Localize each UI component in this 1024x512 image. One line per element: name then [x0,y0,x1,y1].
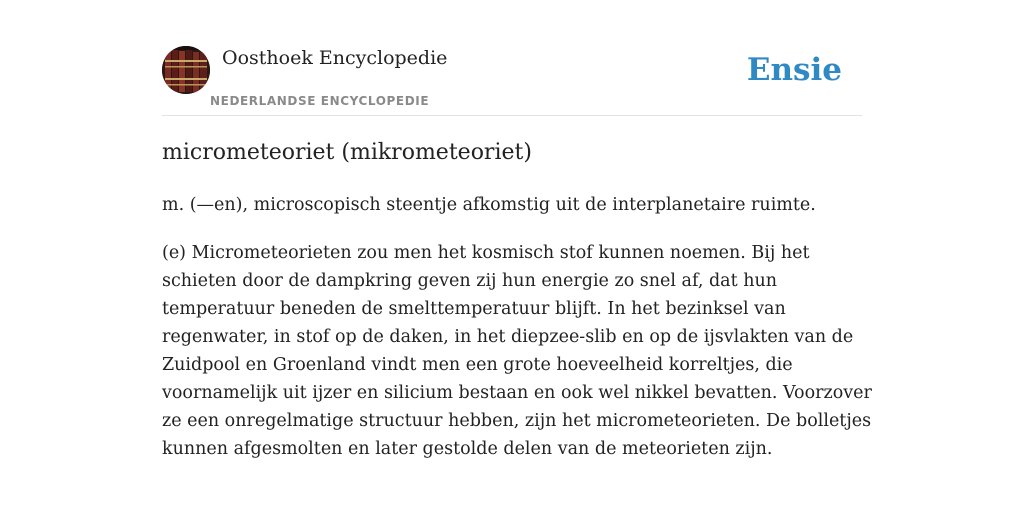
ensie-logo[interactable]: Ensie [746,52,842,88]
body-line: schieten door de dampkring geven zij hun energie zo snel af, dat hun [162,271,778,291]
body-line: (e) Micrometeorieten zou men het kosmisch stof kunnen noemen. Bij het [162,243,810,263]
body-line: temperatuur beneden de smelttemperatuur blijft. In het bezinksel van [162,299,786,319]
body-line: voornamelijk uit ijzer en silicium bestaan en ook wel nikkel bevatten. Voorzover [162,383,872,403]
body-line: kunnen afgesmolten en later gestolde delen van de meteorieten zijn. [162,439,773,459]
body-line: ze een onregelmatige structuur hebben, zijn het micrometeorieten. De bolletjes [162,411,872,431]
entry-definition: m. (—en), microscopisch steentje afkomstig uit de interplanetaire ruimte. [162,195,816,215]
header [162,46,862,116]
entry-title: micrometeoriet (mikrometeoriet) [162,140,532,165]
body-line: regenwater, in stof op de daken, in het diepzee-slib en op de ijsvlakten van de [162,327,854,347]
entry-body [162,239,872,463]
body-line: Zuidpool en Groenland vindt men een grote hoeveelheid korreltjes, die [162,355,793,375]
source-subtitle: NEDERLANDSE ENCYCLOPEDIE [210,94,430,108]
source-title[interactable]: Oosthoek Encyclopedie [222,47,448,69]
encyclopedia-books-icon[interactable] [162,46,210,94]
